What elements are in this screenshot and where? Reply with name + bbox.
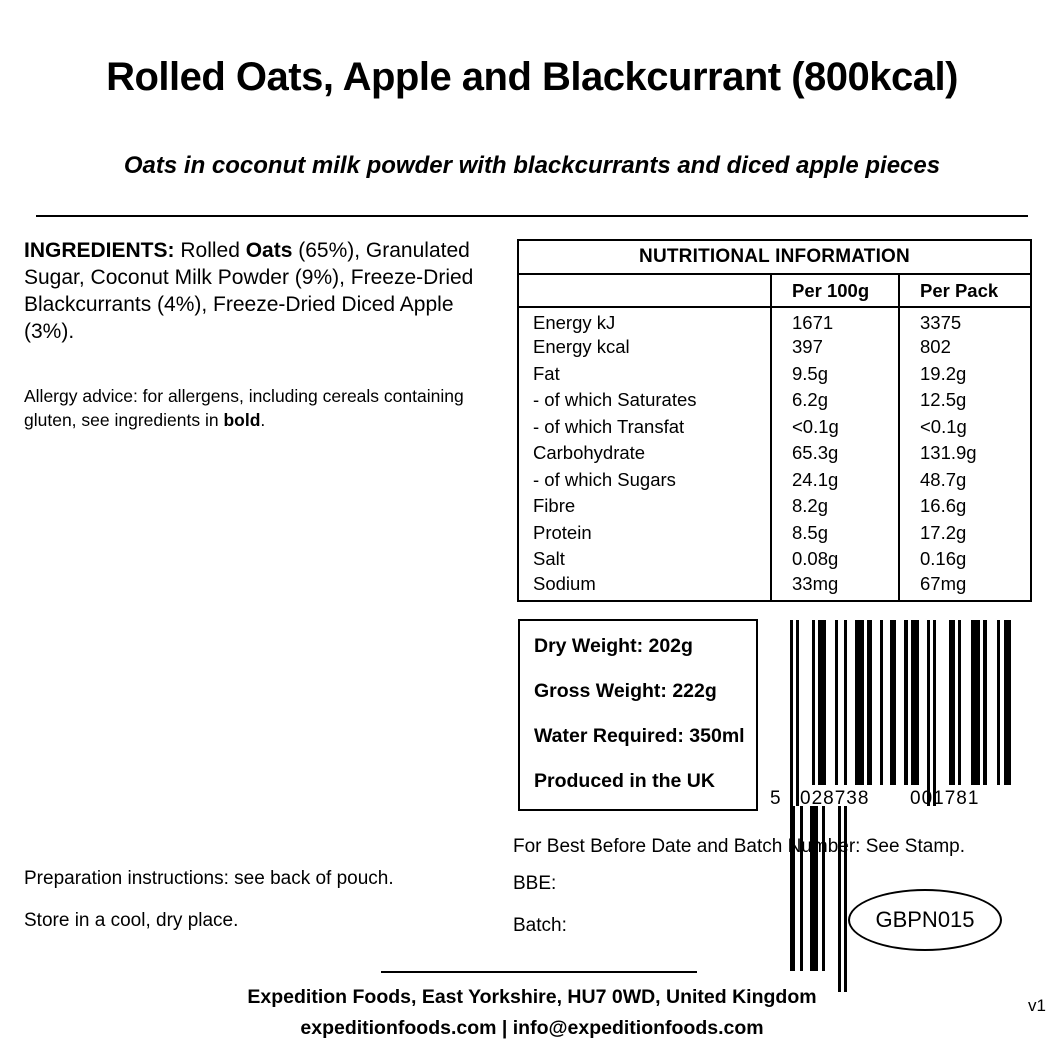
table-row	[519, 546, 1030, 573]
nutrition-row-per100g: 6.2g	[771, 387, 899, 414]
nutrition-row-label: Carbohydrate	[533, 442, 646, 464]
nutrition-row-label: Energy kcal	[533, 336, 630, 358]
barcode-group-right: 001781	[910, 788, 980, 809]
nutrition-row-perpack: 12.5g	[899, 387, 1030, 414]
nutrition-row-per100g: 65.3g	[771, 440, 899, 467]
nutrition-row-label: - of which Saturates	[533, 389, 697, 411]
ingredients-text-after: (65%), Granulated Sugar, Coconut Milk Powder (9%), Freeze-Dried Blackcurrants (4%), Freeze-Dried Diced Apple (3%).	[24, 239, 474, 343]
nutrition-row-per100g: 8.2g	[771, 493, 899, 520]
table-row	[519, 414, 1030, 441]
nutrition-row-per100g: 9.5g	[771, 361, 899, 388]
page-subtitle: Oats in coconut milk powder with blackcurrants and diced apple pieces	[123, 152, 941, 179]
dry-weight: Dry Weight: 202g	[534, 635, 693, 657]
nutrition-row-label: Fat	[533, 362, 560, 384]
allergy-advice	[24, 385, 494, 432]
header-divider	[36, 215, 1028, 217]
nutrition-row-perpack: 48.7g	[899, 467, 1030, 494]
page-title: Rolled Oats, Apple and Blackcurrant (800kcal)	[106, 55, 958, 99]
ingredients-block	[24, 238, 494, 346]
allergy-text-before: Allergy advice: for allergens, including cereals containing gluten, see ingredients in	[24, 386, 464, 430]
nutrition-row-label: Sodium	[533, 572, 596, 594]
nutrition-row-per100g: 24.1g	[771, 467, 899, 494]
table-row	[519, 387, 1030, 414]
gross-weight: Gross Weight: 222g	[534, 680, 717, 702]
nutrition-row-perpack: 131.9g	[899, 440, 1030, 467]
nutrition-panel	[517, 239, 1032, 602]
allergy-text-after: .	[260, 409, 266, 430]
table-row	[519, 520, 1030, 547]
nutrition-col-perpack: Per Pack	[899, 275, 1030, 307]
allergy-bold-word: bold	[223, 409, 261, 430]
produced-in: Produced in the UK	[534, 770, 715, 792]
batch-label: Batch:	[513, 915, 567, 936]
ingredients-label: INGREDIENTS:	[24, 239, 175, 262]
barcode-bars	[790, 620, 1018, 785]
footer-divider	[381, 971, 697, 973]
nutrition-row-perpack: <0.1g	[899, 414, 1030, 441]
nutrition-row-perpack: 16.6g	[899, 493, 1030, 520]
nutrition-row-label: - of which Transfat	[533, 415, 685, 437]
table-header-row	[519, 275, 1030, 307]
table-row	[519, 307, 1030, 334]
nutrition-row-perpack: 802	[899, 334, 1030, 361]
nutrition-row-per100g: 1671	[771, 307, 899, 334]
version-label: v1	[1028, 996, 1046, 1015]
table-row	[519, 573, 1030, 600]
ingredients-allergen-oats: Oats	[245, 239, 293, 262]
product-code-badge: GBPN015	[848, 889, 1002, 951]
nutrition-row-perpack: 19.2g	[899, 361, 1030, 388]
nutrition-row-perpack: 67mg	[899, 573, 1030, 600]
nutrition-row-label: Salt	[533, 548, 565, 570]
nutrition-row-label: Protein	[533, 521, 592, 543]
nutrition-row-per100g: 0.08g	[771, 546, 899, 573]
bbe-label: BBE:	[513, 873, 557, 894]
nutrition-row-perpack: 3375	[899, 307, 1030, 334]
company-address: Expedition Foods, East Yorkshire, HU7 0WD, United Kingdom	[247, 986, 817, 1008]
nutrition-row-per100g: 397	[771, 334, 899, 361]
barcode-digit-first: 5	[770, 788, 782, 809]
nutrition-row-label: Energy kJ	[533, 312, 616, 333]
table-row	[519, 334, 1030, 361]
nutrition-row-per100g: <0.1g	[771, 414, 899, 441]
nutrition-row-perpack: 0.16g	[899, 546, 1030, 573]
ingredients-text-before: Rolled	[174, 239, 246, 262]
weights-panel	[518, 619, 758, 811]
table-row	[519, 361, 1030, 388]
table-row	[519, 493, 1030, 520]
barcode	[770, 620, 1018, 810]
storage-note: Store in a cool, dry place.	[24, 910, 239, 931]
nutrition-row-label: - of which Sugars	[533, 468, 676, 490]
nutrition-row-label: Fibre	[533, 495, 576, 517]
barcode-group-left: 028738	[800, 788, 870, 809]
nutrition-row-per100g: 8.5g	[771, 520, 899, 547]
best-before-note: For Best Before Date and Batch Number: See Stamp.	[513, 836, 966, 857]
nutrition-col-per100g: Per 100g	[771, 275, 899, 307]
preparation-note: Preparation instructions: see back of pouch.	[24, 868, 394, 889]
company-contact: expeditionfoods.com | info@expeditionfoods.com	[300, 1017, 764, 1039]
water-required: Water Required: 350ml	[534, 725, 745, 747]
nutrition-heading: NUTRITIONAL INFORMATION	[519, 241, 1030, 275]
table-row	[519, 467, 1030, 494]
nutrition-table	[519, 275, 1030, 600]
nutrition-row-per100g: 33mg	[771, 573, 899, 600]
table-row	[519, 440, 1030, 467]
nutrition-row-perpack: 17.2g	[899, 520, 1030, 547]
nutrition-col-name	[519, 275, 771, 307]
